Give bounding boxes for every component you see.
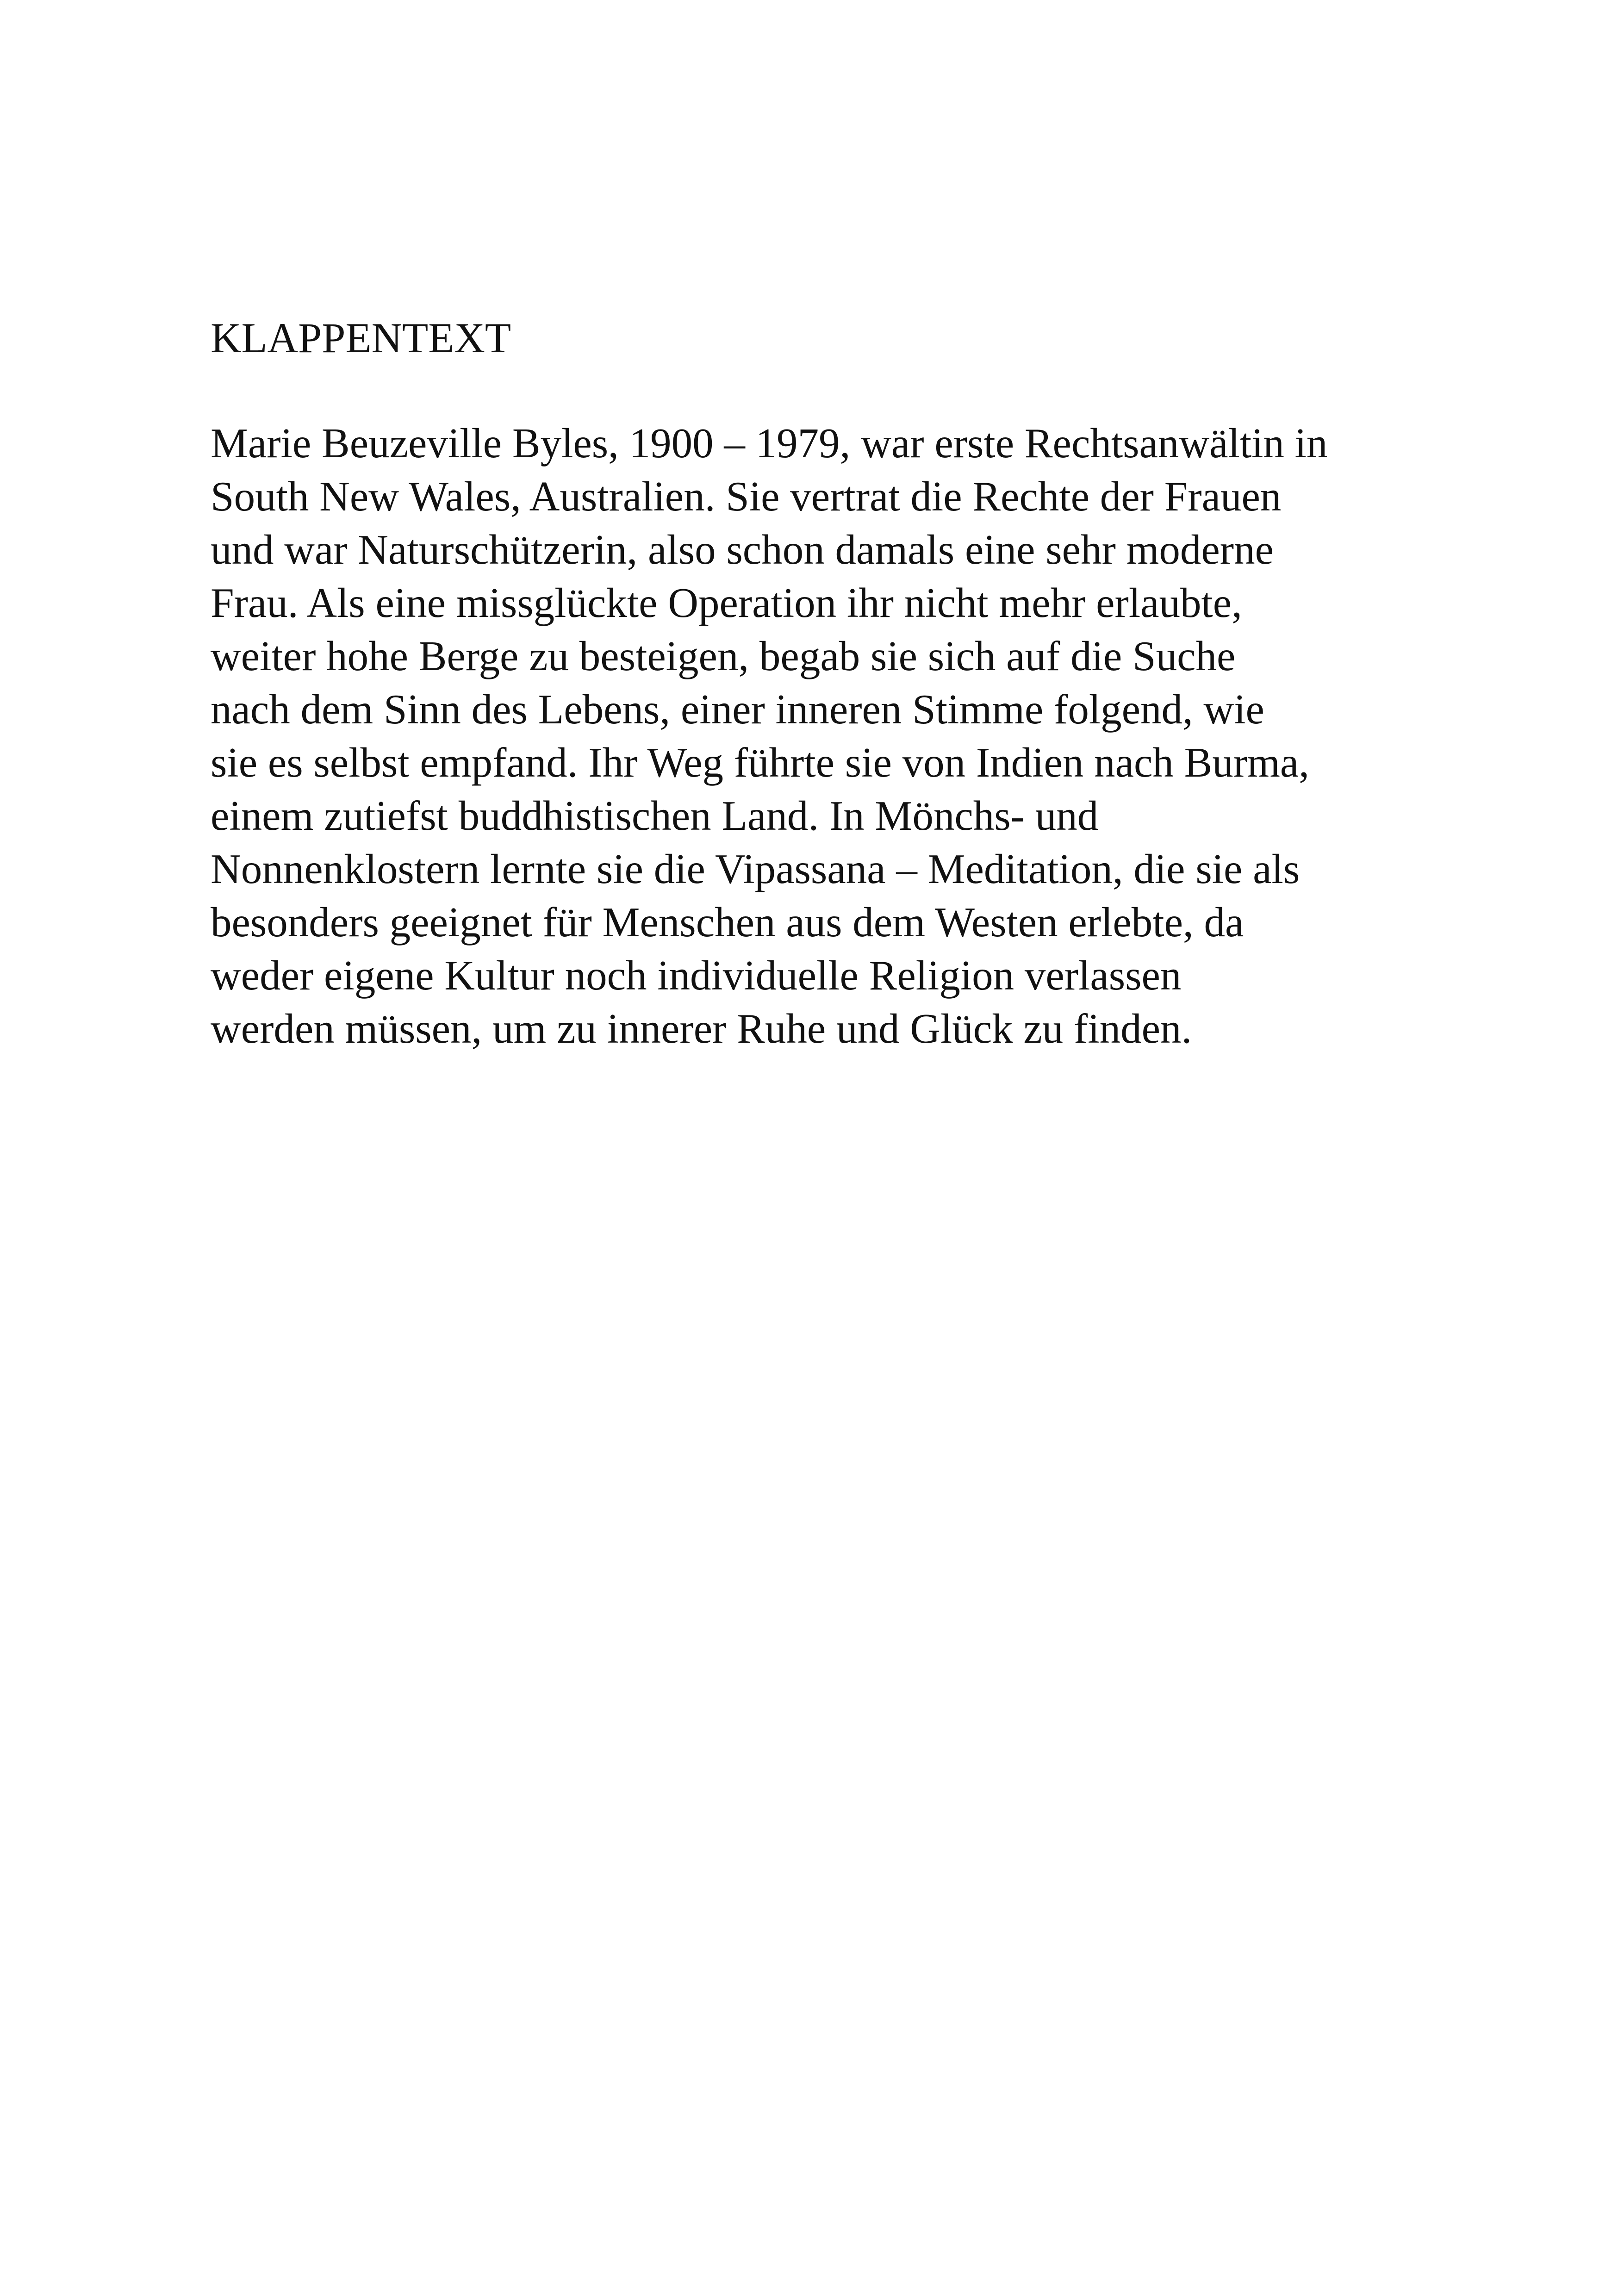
text-line: weder eigene Kultur noch individuelle Religion verlassen [211, 952, 1182, 999]
text-line: nach dem Sinn des Lebens, einer inneren Stimme folgend, wie [211, 686, 1264, 733]
body-paragraph [211, 417, 1327, 1055]
document-heading: KLAPPENTEXT [211, 314, 511, 361]
text-line: werden müssen, um zu innerer Ruhe und Glück zu finden. [211, 1005, 1192, 1052]
text-line: weiter hohe Berge zu besteigen, begab sie sich auf die Suche [211, 633, 1236, 679]
text-line: Marie Beuzeville Byles, 1900 – 1979, war erste Rechtsanwältin in [211, 420, 1328, 467]
text-line: Frau. Als eine missglückte Operation ihr nicht mehr erlaubte, [211, 579, 1242, 626]
text-line: einem zutiefst buddhistischen Land. In Mönchs- und [211, 792, 1099, 839]
text-line: und war Naturschützerin, also schon damals eine sehr moderne [211, 526, 1274, 573]
text-line: South New Wales, Australien. Sie vertrat die Rechte der Frauen [211, 473, 1282, 520]
text-line: Nonnenklostern lernte sie die Vipassana – Meditation, die sie als [211, 846, 1300, 892]
text-line: sie es selbst empfand. Ihr Weg führte sie von Indien nach Burma, [211, 739, 1310, 786]
text-line: besonders geeignet für Menschen aus dem Westen erlebte, da [211, 899, 1244, 946]
